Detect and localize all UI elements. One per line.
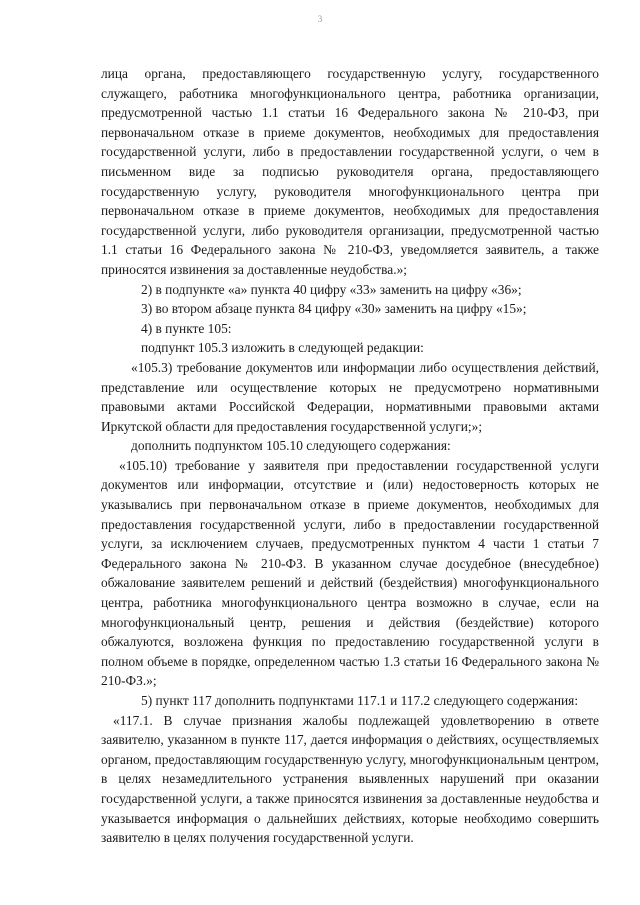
paragraph-item-3: 3) во втором абзаце пункта 84 цифру «30» заменить на цифру «15»; xyxy=(141,301,527,317)
paragraph-item-5: 5) пункт 117 дополнить подпунктами 117.1 и 117.2 следующего содержания: xyxy=(141,693,579,708)
document-body xyxy=(101,64,599,848)
paragraph-item-4: 4) в пункте 105: xyxy=(141,320,232,336)
paragraph-item-2: 2) в подпункте «а» пункта 40 цифру «33» заменить на цифру «36»; xyxy=(141,281,522,297)
paragraph-subitem-105-3-text: «105.3) требование документов или информации либо осуществления действий, представление или осуществление которых не предусмотрено нормативными правовыми актами Российской Федерации, нормативными правовыми актами Иркутской области для предоставления государственной услуги;»; xyxy=(101,359,599,434)
paragraph-subitem-105-3-intro: подпункт 105.3 изложить в следующей редакции: xyxy=(141,340,424,356)
paragraph-subitem-117-1: «117.1. В случае признания жалобы подлежащей удовлетворению в ответе заявителю, указанном в пункте 117, дается информация о действиях, осуществляемых органом, предоставляющим государственную услугу, многофункциональным центром, в целях незамедлительного устранения выявленных нарушений при оказании государственной услуги, а также приносятся извинения за доставленные неудобства и указывается информация о дальнейших действиях, которые необходимо совершить заявителю в целях получения государственной услуги. xyxy=(101,712,599,846)
paragraph-subitem-105-10-intro: дополнить подпунктом 105.10 следующего содержания: xyxy=(131,438,451,454)
paragraph-subitem-105-10-text: «105.10) требование у заявителя при предоставлении государственной услуги документов или информации, отсутствие и (или) недостоверность которых не указывались при первоначальном отказе в приеме документов, необходимых для предоставления государственной услуги, либо в предоставлении государственной услуги, за исключением случаев, предусмотренных пунктом 4 части 1 статьи 7 Федерального закона № 210-ФЗ. В указанном случае досудебное (внесудебное) обжалование заявителем решений и действий (бездействия) многофункционального центра, работника многофункционального центра возможно в случае, если на многофункциональный центр, решения и действия (бездействие) которого обжалуются, возложена функция по предоставлению государственной услуги в полном объеме в порядке, определенном частью 1.3 статьи 16 Федерального закона № 210-ФЗ.»; xyxy=(101,457,599,689)
paragraph-continuation: лица органа, предоставляющего государственную услугу, государственного служащего, работника многофункционального центра, работника организации, предусмотренной частью 1.1 статьи 16 Федерального закона № 210-ФЗ, при первоначальном отказе в приеме документов, необходимых для предоставления государственной услуги, либо в предоставлении государственной услуги, о чем в письменном виде за подписью руководителя органа, предоставляющего государственную услугу, руководителя многофункционального центра при первоначальном отказе в приеме документов, необходимых для предоставления государственной услуги, либо руководителя организации, предусмотренной частью 1.1 статьи 16 Федерального закона № 210-ФЗ, уведомляется заявитель, а также приносятся извинения за доставленные неудобства.»; xyxy=(101,66,599,277)
page-number: 3 xyxy=(317,14,323,24)
